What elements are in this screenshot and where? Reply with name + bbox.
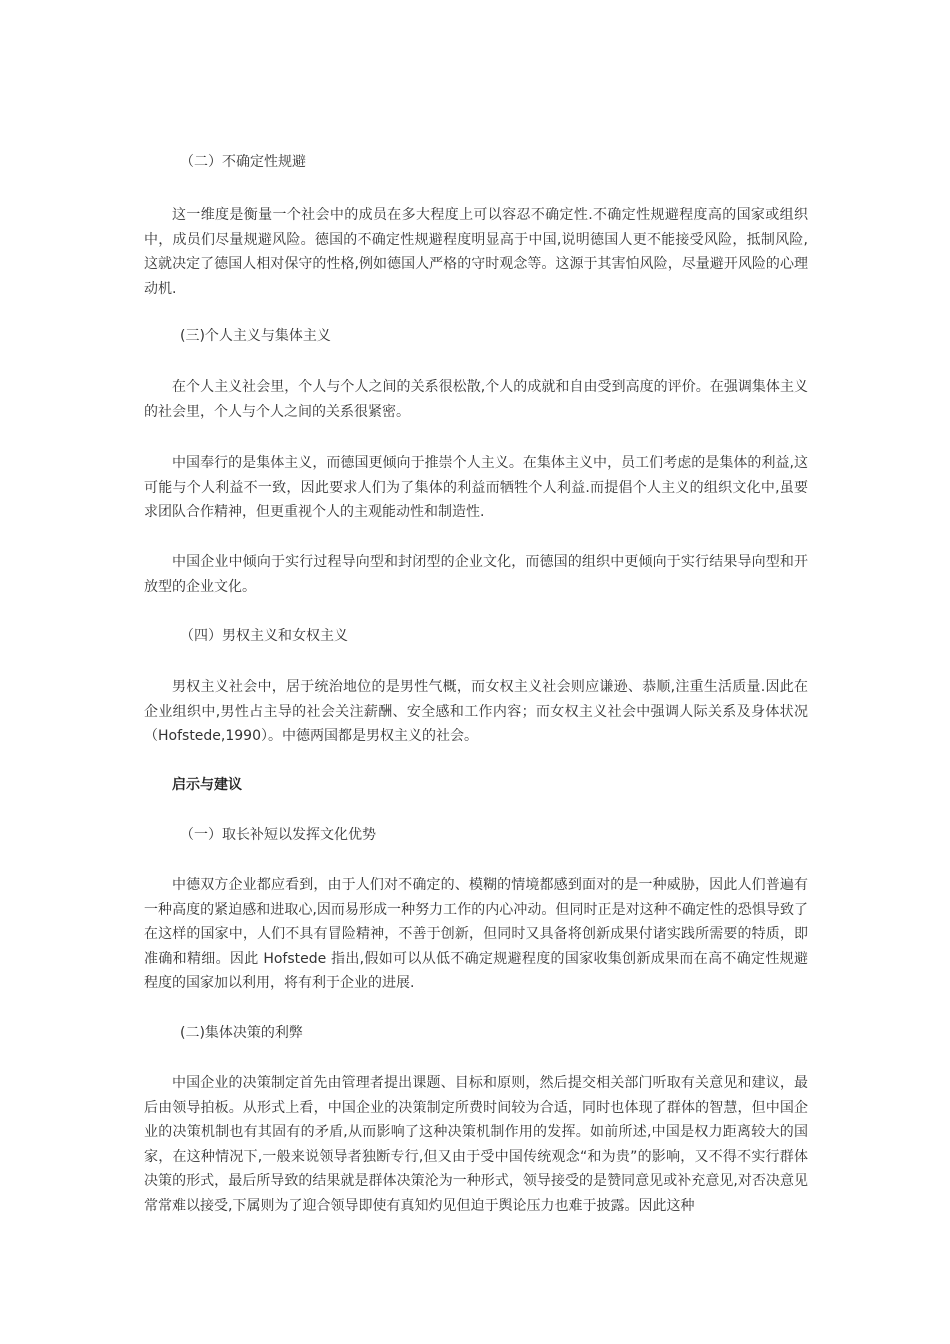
- section-heading-individualism-collectivism: (三)个人主义与集体主义: [180, 328, 331, 344]
- paragraph-individualism-definition: 在个人主义社会里，个人与个人之间的关系很松散,个人的成就和自由受到高度的评价。在强调集体主义的社会里，个人与个人之间的关系很紧密。: [144, 379, 808, 420]
- main-heading-implications: 启示与建议: [172, 777, 242, 793]
- paragraph-china-germany-collectivism: 中国奉行的是集体主义，而德国更倾向于推崇个人主义。在集体主义中，员工们考虑的是集体的利益,这可能与个人利益不一致，因此要求人们为了集体的利益而牺牲个人利益.而提倡个人主义的组织文化中,虽要求团队合作精神，但更重视个人的主观能动性和制造性.: [144, 455, 808, 520]
- paragraph-corporate-culture-orientation: 中国企业中倾向于实行过程导向型和封闭型的企业文化，而德国的组织中更倾向于实行结果导向型和开放型的企业文化。: [144, 554, 808, 595]
- subsection-heading-collective-decision: (二)集体决策的利弊: [180, 1025, 303, 1041]
- paragraph-masculinity-femininity: 男权主义社会中，居于统治地位的是男性气概，而女权主义社会则应谦逊、恭顺,注重生活质量.因此在企业组织中,男性占主导的社会关注薪酬、安全感和工作内容；而女权主义社会中强调人际关系及身体状况（Hofstede,1990）。中德两国都是男权主义的社会。: [144, 679, 808, 744]
- section-heading-masculinity-femininity: （四）男权主义和女权主义: [180, 628, 348, 644]
- section-heading-uncertainty-avoidance: （二）不确定性规避: [180, 154, 306, 170]
- paragraph-complementary-strengths: 中德双方企业都应看到，由于人们对不确定的、模糊的情境都感到面对的是一种威胁，因此人们普遍有一种高度的紧迫感和进取心,因而易形成一种努力工作的内心冲动。但同时正是对这种不确定性的恐惧导致了在这样的国家中，人们不具有冒险精神，不善于创新，但同时又具备将创新成果付诸实践所需要的特质，即准确和精细。因此 Hofstede 指出,假如可以从低不确定规避程度的国家收集创新成果而在高不确定性规避程度的国家加以利用，将有利于企业的进展.: [144, 877, 808, 991]
- paragraph-uncertainty-avoidance: 这一维度是衡量一个社会中的成员在多大程度上可以容忍不确定性.不确定性规避程度高的国家或组织中，成员们尽量规避风险。德国的不确定性规避程度明显高于中国,说明德国人更不能接受风险，抵制风险,这就决定了德国人相对保守的性格,例如德国人严格的守时观念等。这源于其害怕风险，尽量避开风险的心理动机.: [144, 207, 808, 297]
- subsection-heading-complementary-strengths: （一）取长补短以发挥文化优势: [180, 827, 376, 843]
- paragraph-collective-decision: 中国企业的决策制定首先由管理者提出课题、目标和原则，然后提交相关部门听取有关意见和建议，最后由领导拍板。从形式上看，中国企业的决策制定所费时间较为合适，同时也体现了群体的智慧，但中国企业的决策机制也有其固有的矛盾,从而影响了这种决策机制作用的发挥。如前所述,中国是权力距离较大的国家，在这种情况下,一般来说领导者独断专行,但又由于受中国传统观念“和为贵”的影响，又不得不实行群体决策的形式，最后所导致的结果就是群体决策沦为一种形式，领导接受的是赞同意见或补充意见,对否决意见常常难以接受,下属则为了迎合领导即使有真知灼见但迫于舆论压力也难于披露。因此这种: [144, 1075, 808, 1214]
